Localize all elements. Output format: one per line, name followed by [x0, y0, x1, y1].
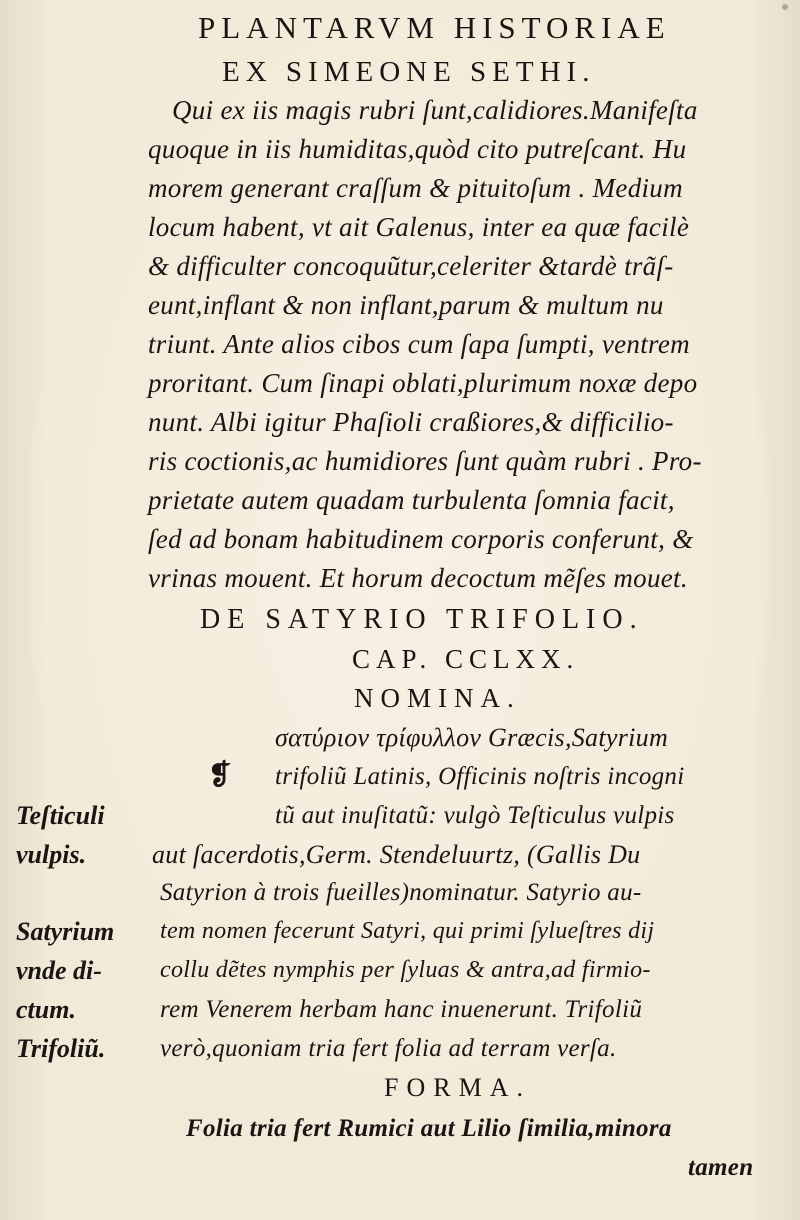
- nomina-line: aut ſacerdotis,Germ. Stendeluurtz, (Gallis Du: [152, 840, 641, 869]
- text-line: morem generant craſſum & pituitoſum . Medium: [148, 173, 683, 203]
- running-title: PLANTARVM HISTORIAE: [198, 10, 671, 45]
- chapter-number: CAP. CCLXX.: [352, 644, 580, 674]
- margin-note-testiculi: Teſticuli: [16, 801, 105, 830]
- text-line: & difficulter concoquũtur,celeriter &tardè trãſ-: [148, 251, 674, 281]
- forma-line: tamen: [688, 1154, 754, 1181]
- nomina-heading: NOMINA.: [354, 683, 521, 713]
- nomina-line: verò,quoniam tria fert folia ad terram verſa.: [160, 1035, 617, 1062]
- text-line: vrinas mouent. Et horum decoctum mẽſes mouet.: [148, 563, 688, 593]
- margin-note-vulpis: vulpis.: [16, 840, 87, 869]
- section-title: EX SIMEONE SETHI.: [222, 56, 596, 88]
- nomina-line: tũ aut inuſitatũ: vulgò Teſticulus vulpis: [275, 802, 675, 829]
- nomina-line: tem nomen fecerunt Satyri, qui primi ſylueſtres dij: [160, 918, 655, 944]
- forma-line: Folia tria fert Rumici aut Lilio ſimilia,minora: [186, 1115, 672, 1142]
- margin-note-trifolium: Trifoliũ.: [16, 1034, 106, 1063]
- nomina-line: collu dẽtes nymphis per ſyluas & antra,ad firmio-: [160, 957, 651, 983]
- ink-spot: [782, 4, 788, 10]
- margin-note-ctum: ctum.: [16, 995, 76, 1024]
- text-line: nunt. Albi igitur Phaſioli craßiores,& difficilio-: [148, 407, 674, 437]
- nomina-line: Satyrion à trois fueilles)nominatur. Satyrio au-: [160, 879, 642, 906]
- text-line: proritant. Cum ſinapi oblati,plurimum noxæ depo: [148, 368, 698, 398]
- nomina-line: rem Venerem herbam hanc inuenerunt. Trifoliũ: [160, 996, 643, 1023]
- nomina-line: σατύριον τρίφυλλον Græcis,Satyrium: [275, 723, 669, 752]
- text-line: ris coctionis,ac humidiores ſunt quàm rubri . Pro-: [148, 446, 702, 476]
- chapter-title: DE SATYRIO TRIFOLIO.: [200, 604, 644, 635]
- nomina-line: trifoliũ Latinis, Officinis noſtris incogni: [275, 763, 685, 790]
- text-line: prietate autem quadam turbulenta ſomnia facit,: [148, 485, 675, 515]
- margin-note-satyrium: Satyrium: [16, 917, 115, 946]
- margin-note-vnde-di: vnde di-: [16, 956, 102, 985]
- text-line: triunt. Ante alios cibos cum ſapa ſumpti, ventrem: [148, 329, 690, 359]
- text-line: eunt,inflant & non inflant,parum & multum nu: [148, 290, 664, 320]
- text-line: Qui ex iis magis rubri ſunt,calidiores.Manifeſta: [172, 95, 698, 125]
- pilcrow-icon: ❡: [208, 760, 232, 791]
- text-line: ſed ad bonam habitudinem corporis conferunt, &: [148, 524, 694, 554]
- text-line: quoque in iis humiditas,quòd cito putreſcant. Hu: [148, 134, 687, 164]
- text-line: locum habent, vt ait Galenus, inter ea quæ facilè: [148, 212, 690, 242]
- forma-heading: FORMA.: [384, 1073, 531, 1102]
